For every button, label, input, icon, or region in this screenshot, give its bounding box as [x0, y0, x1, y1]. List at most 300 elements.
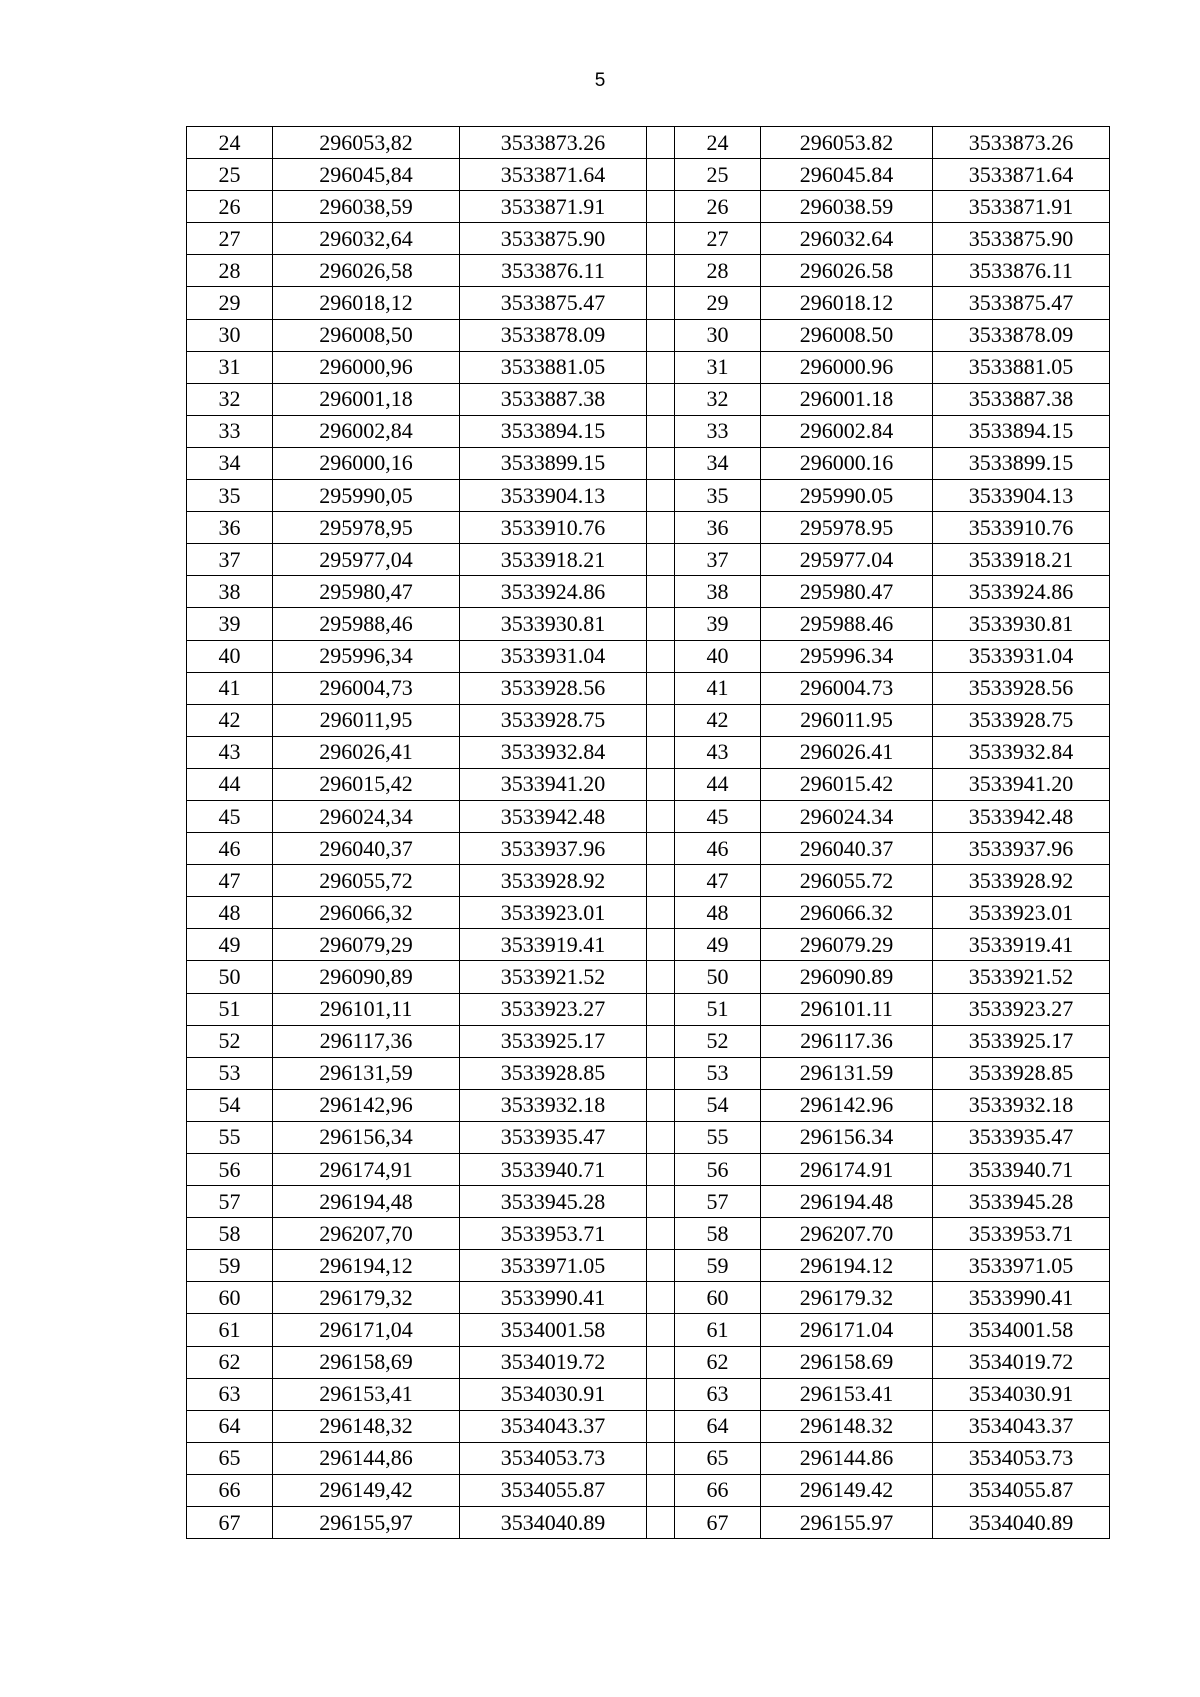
right-point-number: 54 [675, 1089, 761, 1121]
right-x-coordinate: 296149.42 [761, 1474, 933, 1506]
spacer-cell [647, 672, 675, 704]
left-y-coordinate: 3533878.09 [460, 319, 647, 351]
left-y-coordinate: 3533925.17 [460, 1025, 647, 1057]
right-x-coordinate: 295980.47 [761, 576, 933, 608]
right-point-number: 66 [675, 1474, 761, 1506]
spacer-cell [647, 287, 675, 319]
table-row [187, 544, 1110, 576]
left-point-number: 66 [187, 1474, 273, 1506]
left-x-coordinate: 296066,32 [273, 897, 460, 929]
left-x-coordinate: 296155,97 [273, 1507, 460, 1539]
right-y-coordinate: 3534030.91 [933, 1378, 1110, 1410]
right-x-coordinate: 296026.41 [761, 736, 933, 768]
left-y-coordinate: 3534053.73 [460, 1442, 647, 1474]
right-x-coordinate: 296194.48 [761, 1186, 933, 1218]
table-row [187, 1314, 1110, 1346]
left-y-coordinate: 3534030.91 [460, 1378, 647, 1410]
table-row [187, 1025, 1110, 1057]
left-point-number: 64 [187, 1410, 273, 1442]
right-y-coordinate: 3534043.37 [933, 1410, 1110, 1442]
right-y-coordinate: 3533924.86 [933, 576, 1110, 608]
left-point-number: 65 [187, 1442, 273, 1474]
right-x-coordinate: 296153.41 [761, 1378, 933, 1410]
right-x-coordinate: 296032.64 [761, 223, 933, 255]
spacer-cell [647, 1186, 675, 1218]
left-x-coordinate: 296001,18 [273, 383, 460, 415]
left-x-coordinate: 295996,34 [273, 640, 460, 672]
left-y-coordinate: 3533945.28 [460, 1186, 647, 1218]
spacer-cell [647, 319, 675, 351]
left-x-coordinate: 296045,84 [273, 159, 460, 191]
left-y-coordinate: 3533918.21 [460, 544, 647, 576]
left-y-coordinate: 3533899.15 [460, 447, 647, 479]
left-y-coordinate: 3533928.92 [460, 865, 647, 897]
right-x-coordinate: 296018.12 [761, 287, 933, 319]
right-point-number: 65 [675, 1442, 761, 1474]
right-point-number: 49 [675, 929, 761, 961]
left-y-coordinate: 3533919.41 [460, 929, 647, 961]
left-y-coordinate: 3533932.18 [460, 1089, 647, 1121]
spacer-cell [647, 1410, 675, 1442]
left-x-coordinate: 296079,29 [273, 929, 460, 961]
spacer-cell [647, 1250, 675, 1282]
table-row [187, 1378, 1110, 1410]
left-point-number: 33 [187, 415, 273, 447]
left-point-number: 38 [187, 576, 273, 608]
left-y-coordinate: 3533873.26 [460, 127, 647, 159]
left-point-number: 32 [187, 383, 273, 415]
right-point-number: 53 [675, 1057, 761, 1089]
right-y-coordinate: 3533941.20 [933, 768, 1110, 800]
left-y-coordinate: 3534043.37 [460, 1410, 647, 1442]
right-x-coordinate: 295996.34 [761, 640, 933, 672]
right-point-number: 24 [675, 127, 761, 159]
right-point-number: 62 [675, 1346, 761, 1378]
right-y-coordinate: 3533930.81 [933, 608, 1110, 640]
table-row [187, 961, 1110, 993]
left-x-coordinate: 296153,41 [273, 1378, 460, 1410]
spacer-cell [647, 704, 675, 736]
left-x-coordinate: 296207,70 [273, 1218, 460, 1250]
right-x-coordinate: 296194.12 [761, 1250, 933, 1282]
right-y-coordinate: 3533875.90 [933, 223, 1110, 255]
left-x-coordinate: 296008,50 [273, 319, 460, 351]
left-y-coordinate: 3533894.15 [460, 415, 647, 447]
table-row [187, 159, 1110, 191]
left-y-coordinate: 3533942.48 [460, 800, 647, 832]
left-y-coordinate: 3533871.91 [460, 191, 647, 223]
right-y-coordinate: 3533904.13 [933, 480, 1110, 512]
spacer-cell [647, 1442, 675, 1474]
left-x-coordinate: 296000,96 [273, 351, 460, 383]
left-point-number: 44 [187, 768, 273, 800]
left-point-number: 45 [187, 800, 273, 832]
spacer-cell [647, 1378, 675, 1410]
left-x-coordinate: 296002,84 [273, 415, 460, 447]
right-y-coordinate: 3533931.04 [933, 640, 1110, 672]
right-point-number: 58 [675, 1218, 761, 1250]
right-point-number: 60 [675, 1282, 761, 1314]
table-row [187, 704, 1110, 736]
right-point-number: 26 [675, 191, 761, 223]
right-point-number: 44 [675, 768, 761, 800]
right-x-coordinate: 296066.32 [761, 897, 933, 929]
table-row [187, 672, 1110, 704]
table-row [187, 608, 1110, 640]
spacer-cell [647, 897, 675, 929]
left-x-coordinate: 296090,89 [273, 961, 460, 993]
left-x-coordinate: 296055,72 [273, 865, 460, 897]
right-y-coordinate: 3533881.05 [933, 351, 1110, 383]
left-x-coordinate: 296101,11 [273, 993, 460, 1025]
left-x-coordinate: 296194,12 [273, 1250, 460, 1282]
spacer-cell [647, 865, 675, 897]
right-x-coordinate: 296001.18 [761, 383, 933, 415]
left-y-coordinate: 3533932.84 [460, 736, 647, 768]
left-point-number: 43 [187, 736, 273, 768]
left-x-coordinate: 296053,82 [273, 127, 460, 159]
left-point-number: 62 [187, 1346, 273, 1378]
left-point-number: 34 [187, 447, 273, 479]
right-y-coordinate: 3533971.05 [933, 1250, 1110, 1282]
right-x-coordinate: 296002.84 [761, 415, 933, 447]
right-y-coordinate: 3533928.85 [933, 1057, 1110, 1089]
left-x-coordinate: 296000,16 [273, 447, 460, 479]
right-y-coordinate: 3533928.56 [933, 672, 1110, 704]
spacer-cell [647, 608, 675, 640]
right-y-coordinate: 3533899.15 [933, 447, 1110, 479]
spacer-cell [647, 415, 675, 447]
left-x-coordinate: 295978,95 [273, 512, 460, 544]
left-x-coordinate: 296131,59 [273, 1057, 460, 1089]
left-x-coordinate: 296026,41 [273, 736, 460, 768]
right-point-number: 48 [675, 897, 761, 929]
spacer-cell [647, 800, 675, 832]
left-point-number: 58 [187, 1218, 273, 1250]
left-x-coordinate: 295980,47 [273, 576, 460, 608]
table-row [187, 1474, 1110, 1506]
right-y-coordinate: 3533873.26 [933, 127, 1110, 159]
table-row [187, 447, 1110, 479]
left-point-number: 52 [187, 1025, 273, 1057]
left-y-coordinate: 3534019.72 [460, 1346, 647, 1378]
left-y-coordinate: 3533971.05 [460, 1250, 647, 1282]
table-row [187, 1282, 1110, 1314]
left-x-coordinate: 296015,42 [273, 768, 460, 800]
table-row [187, 1089, 1110, 1121]
left-point-number: 37 [187, 544, 273, 576]
right-y-coordinate: 3533894.15 [933, 415, 1110, 447]
spacer-cell [647, 480, 675, 512]
table-row [187, 736, 1110, 768]
left-y-coordinate: 3533875.90 [460, 223, 647, 255]
left-point-number: 30 [187, 319, 273, 351]
spacer-cell [647, 159, 675, 191]
table-row [187, 1154, 1110, 1186]
left-point-number: 24 [187, 127, 273, 159]
left-point-number: 26 [187, 191, 273, 223]
left-point-number: 60 [187, 1282, 273, 1314]
right-point-number: 61 [675, 1314, 761, 1346]
right-point-number: 46 [675, 833, 761, 865]
table-row [187, 1507, 1110, 1539]
right-y-coordinate: 3533918.21 [933, 544, 1110, 576]
right-point-number: 67 [675, 1507, 761, 1539]
table-row [187, 833, 1110, 865]
left-y-coordinate: 3533876.11 [460, 255, 647, 287]
left-y-coordinate: 3533928.75 [460, 704, 647, 736]
left-y-coordinate: 3533923.01 [460, 897, 647, 929]
spacer-cell [647, 1282, 675, 1314]
right-y-coordinate: 3533990.41 [933, 1282, 1110, 1314]
left-point-number: 49 [187, 929, 273, 961]
right-x-coordinate: 296040.37 [761, 833, 933, 865]
right-x-coordinate: 296000.16 [761, 447, 933, 479]
right-y-coordinate: 3533935.47 [933, 1121, 1110, 1153]
left-point-number: 55 [187, 1121, 273, 1153]
right-y-coordinate: 3533925.17 [933, 1025, 1110, 1057]
spacer-cell [647, 640, 675, 672]
spacer-cell [647, 223, 675, 255]
left-x-coordinate: 295977,04 [273, 544, 460, 576]
right-point-number: 39 [675, 608, 761, 640]
right-x-coordinate: 295988.46 [761, 608, 933, 640]
coordinates-table-body [187, 127, 1110, 1539]
right-x-coordinate: 296038.59 [761, 191, 933, 223]
table-row [187, 897, 1110, 929]
left-point-number: 51 [187, 993, 273, 1025]
spacer-cell [647, 1314, 675, 1346]
right-y-coordinate: 3533940.71 [933, 1154, 1110, 1186]
table-row [187, 929, 1110, 961]
right-point-number: 57 [675, 1186, 761, 1218]
left-x-coordinate: 296026,58 [273, 255, 460, 287]
spacer-cell [647, 993, 675, 1025]
table-row [187, 223, 1110, 255]
right-point-number: 52 [675, 1025, 761, 1057]
left-y-coordinate: 3533990.41 [460, 1282, 647, 1314]
right-point-number: 42 [675, 704, 761, 736]
left-point-number: 61 [187, 1314, 273, 1346]
right-y-coordinate: 3533876.11 [933, 255, 1110, 287]
left-y-coordinate: 3534055.87 [460, 1474, 647, 1506]
right-y-coordinate: 3534001.58 [933, 1314, 1110, 1346]
table-row [187, 576, 1110, 608]
right-x-coordinate: 296000.96 [761, 351, 933, 383]
right-y-coordinate: 3533919.41 [933, 929, 1110, 961]
left-y-coordinate: 3533924.86 [460, 576, 647, 608]
left-x-coordinate: 296032,64 [273, 223, 460, 255]
right-y-coordinate: 3533932.18 [933, 1089, 1110, 1121]
right-x-coordinate: 296171.04 [761, 1314, 933, 1346]
right-x-coordinate: 296024.34 [761, 800, 933, 832]
left-point-number: 41 [187, 672, 273, 704]
spacer-cell [647, 1025, 675, 1057]
left-x-coordinate: 296004,73 [273, 672, 460, 704]
page-number: 5 [594, 70, 606, 91]
right-point-number: 29 [675, 287, 761, 319]
left-x-coordinate: 296194,48 [273, 1186, 460, 1218]
left-y-coordinate: 3533875.47 [460, 287, 647, 319]
right-x-coordinate: 296144.86 [761, 1442, 933, 1474]
left-point-number: 35 [187, 480, 273, 512]
right-point-number: 56 [675, 1154, 761, 1186]
right-y-coordinate: 3533878.09 [933, 319, 1110, 351]
right-point-number: 59 [675, 1250, 761, 1282]
left-point-number: 25 [187, 159, 273, 191]
right-y-coordinate: 3533887.38 [933, 383, 1110, 415]
spacer-cell [647, 255, 675, 287]
right-x-coordinate: 296174.91 [761, 1154, 933, 1186]
left-y-coordinate: 3533930.81 [460, 608, 647, 640]
table-row [187, 1250, 1110, 1282]
right-y-coordinate: 3533953.71 [933, 1218, 1110, 1250]
table-row [187, 865, 1110, 897]
right-point-number: 51 [675, 993, 761, 1025]
right-y-coordinate: 3534019.72 [933, 1346, 1110, 1378]
left-x-coordinate: 296179,32 [273, 1282, 460, 1314]
right-y-coordinate: 3533928.75 [933, 704, 1110, 736]
table-row [187, 1057, 1110, 1089]
right-y-coordinate: 3533910.76 [933, 512, 1110, 544]
left-point-number: 39 [187, 608, 273, 640]
table-row [187, 319, 1110, 351]
right-point-number: 41 [675, 672, 761, 704]
right-y-coordinate: 3534040.89 [933, 1507, 1110, 1539]
coordinates-table [186, 126, 1110, 1539]
left-point-number: 63 [187, 1378, 273, 1410]
right-x-coordinate: 295977.04 [761, 544, 933, 576]
table-row [187, 993, 1110, 1025]
left-x-coordinate: 296117,36 [273, 1025, 460, 1057]
left-y-coordinate: 3533941.20 [460, 768, 647, 800]
table-row [187, 1218, 1110, 1250]
table-row [187, 351, 1110, 383]
right-point-number: 40 [675, 640, 761, 672]
left-x-coordinate: 295988,46 [273, 608, 460, 640]
right-x-coordinate: 296045.84 [761, 159, 933, 191]
left-point-number: 36 [187, 512, 273, 544]
right-y-coordinate: 3533945.28 [933, 1186, 1110, 1218]
table-row [187, 383, 1110, 415]
right-point-number: 27 [675, 223, 761, 255]
spacer-cell [647, 512, 675, 544]
table-row [187, 287, 1110, 319]
right-x-coordinate: 296117.36 [761, 1025, 933, 1057]
right-x-coordinate: 296011.95 [761, 704, 933, 736]
right-x-coordinate: 296004.73 [761, 672, 933, 704]
left-point-number: 46 [187, 833, 273, 865]
right-x-coordinate: 296101.11 [761, 993, 933, 1025]
left-y-coordinate: 3533923.27 [460, 993, 647, 1025]
table-row [187, 127, 1110, 159]
right-x-coordinate: 296015.42 [761, 768, 933, 800]
left-y-coordinate: 3533881.05 [460, 351, 647, 383]
left-point-number: 59 [187, 1250, 273, 1282]
left-y-coordinate: 3533953.71 [460, 1218, 647, 1250]
right-x-coordinate: 296055.72 [761, 865, 933, 897]
right-point-number: 35 [675, 480, 761, 512]
right-x-coordinate: 296142.96 [761, 1089, 933, 1121]
left-x-coordinate: 296171,04 [273, 1314, 460, 1346]
right-y-coordinate: 3533871.64 [933, 159, 1110, 191]
left-y-coordinate: 3533935.47 [460, 1121, 647, 1153]
table-row [187, 1442, 1110, 1474]
left-x-coordinate: 296158,69 [273, 1346, 460, 1378]
spacer-cell [647, 1507, 675, 1539]
spacer-cell [647, 736, 675, 768]
left-point-number: 28 [187, 255, 273, 287]
right-x-coordinate: 296179.32 [761, 1282, 933, 1314]
left-y-coordinate: 3533928.85 [460, 1057, 647, 1089]
right-point-number: 36 [675, 512, 761, 544]
right-y-coordinate: 3533932.84 [933, 736, 1110, 768]
left-x-coordinate: 295990,05 [273, 480, 460, 512]
left-y-coordinate: 3533887.38 [460, 383, 647, 415]
left-y-coordinate: 3533937.96 [460, 833, 647, 865]
spacer-cell [647, 383, 675, 415]
left-x-coordinate: 296018,12 [273, 287, 460, 319]
spacer-cell [647, 833, 675, 865]
table-row [187, 1186, 1110, 1218]
left-x-coordinate: 296149,42 [273, 1474, 460, 1506]
left-x-coordinate: 296024,34 [273, 800, 460, 832]
left-point-number: 47 [187, 865, 273, 897]
right-y-coordinate: 3533928.92 [933, 865, 1110, 897]
right-point-number: 64 [675, 1410, 761, 1442]
right-x-coordinate: 296090.89 [761, 961, 933, 993]
right-x-coordinate: 296053.82 [761, 127, 933, 159]
spacer-cell [647, 768, 675, 800]
spacer-cell [647, 1474, 675, 1506]
right-point-number: 37 [675, 544, 761, 576]
left-point-number: 29 [187, 287, 273, 319]
left-point-number: 48 [187, 897, 273, 929]
right-point-number: 47 [675, 865, 761, 897]
left-y-coordinate: 3533928.56 [460, 672, 647, 704]
right-x-coordinate: 295990.05 [761, 480, 933, 512]
right-x-coordinate: 296008.50 [761, 319, 933, 351]
left-x-coordinate: 296174,91 [273, 1154, 460, 1186]
left-point-number: 31 [187, 351, 273, 383]
right-point-number: 31 [675, 351, 761, 383]
spacer-cell [647, 1154, 675, 1186]
right-x-coordinate: 296026.58 [761, 255, 933, 287]
spacer-cell [647, 1089, 675, 1121]
right-point-number: 30 [675, 319, 761, 351]
right-x-coordinate: 296156.34 [761, 1121, 933, 1153]
spacer-cell [647, 929, 675, 961]
left-point-number: 40 [187, 640, 273, 672]
spacer-cell [647, 576, 675, 608]
right-x-coordinate: 296158.69 [761, 1346, 933, 1378]
table-row [187, 480, 1110, 512]
right-y-coordinate: 3533923.01 [933, 897, 1110, 929]
spacer-cell [647, 1218, 675, 1250]
right-x-coordinate: 296148.32 [761, 1410, 933, 1442]
spacer-cell [647, 447, 675, 479]
left-x-coordinate: 296038,59 [273, 191, 460, 223]
left-x-coordinate: 296144,86 [273, 1442, 460, 1474]
right-point-number: 63 [675, 1378, 761, 1410]
left-point-number: 67 [187, 1507, 273, 1539]
right-x-coordinate: 296079.29 [761, 929, 933, 961]
right-point-number: 43 [675, 736, 761, 768]
left-point-number: 27 [187, 223, 273, 255]
right-y-coordinate: 3533875.47 [933, 287, 1110, 319]
left-y-coordinate: 3533931.04 [460, 640, 647, 672]
table-row [187, 1410, 1110, 1442]
